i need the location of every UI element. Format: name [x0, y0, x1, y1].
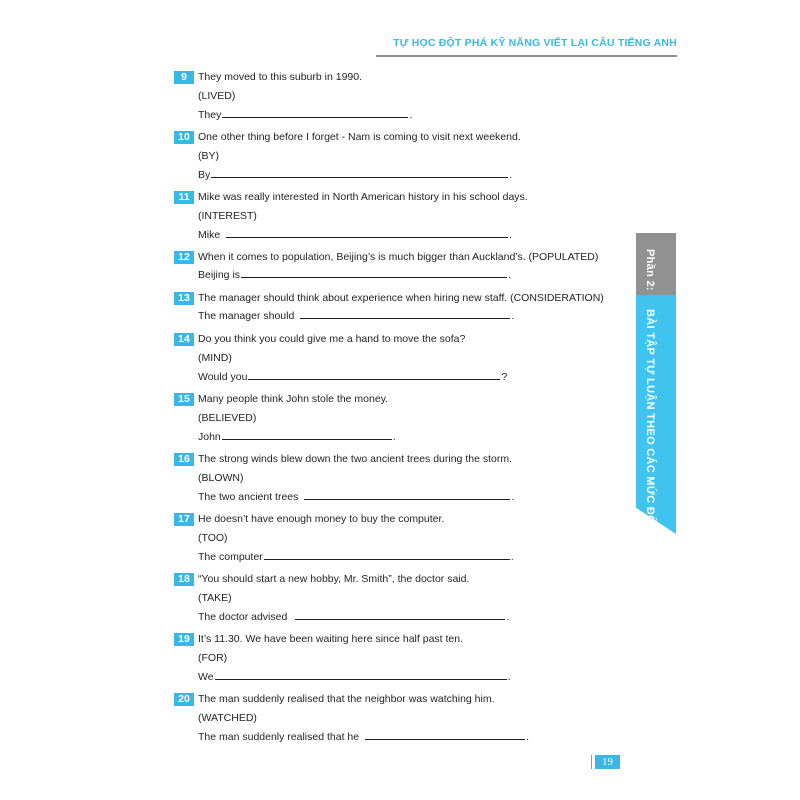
question-number: 12: [174, 251, 194, 264]
question-number: 17: [174, 513, 194, 526]
answer-start: Would you: [198, 371, 248, 383]
side-tab-grey-block: [636, 233, 676, 295]
question-keyword: (BELIEVED): [198, 412, 257, 424]
question-20: [174, 690, 594, 747]
question-text: Mike was really interested in North American history in his school days.: [198, 191, 528, 203]
page-number: 19: [595, 755, 620, 769]
answer-blank[interactable]: [226, 226, 508, 238]
question-number: 18: [174, 573, 194, 586]
question-text: One other thing before I forget - Nam is coming to visit next weekend.: [198, 131, 521, 143]
answer-start: The computer: [198, 551, 263, 563]
question-number: 9: [174, 71, 194, 84]
question-19: [174, 630, 594, 687]
answer-start: John: [198, 431, 221, 443]
answer-blank[interactable]: [215, 668, 507, 680]
side-tab-section: BÀI TẬP TỰ LUẬN THEO CÁC MỨC ĐỘ: [644, 309, 656, 524]
answer-end: .: [507, 671, 511, 683]
question-text: It’s 11.30. We have been waiting here since half past ten.: [198, 633, 464, 645]
answer-start: Beijing is: [198, 269, 241, 281]
question-number: 20: [174, 693, 194, 706]
side-tab-blue-block: [636, 295, 676, 534]
answer-end: .: [510, 551, 514, 563]
question-number: 16: [174, 453, 194, 466]
answer-blank[interactable]: [222, 106, 408, 118]
answer-blank[interactable]: [295, 608, 505, 620]
answer-start: We: [198, 671, 214, 683]
question-15: [174, 390, 594, 447]
answer-line: [198, 166, 594, 185]
question-text: They moved to this suburb in 1990.: [198, 71, 363, 83]
answer-start: The two ancient trees: [198, 491, 299, 503]
answer-blank[interactable]: [211, 166, 508, 178]
answer-line: [198, 368, 594, 387]
question-keyword: (TAKE): [198, 592, 232, 604]
answer-line: [198, 488, 594, 507]
answer-blank[interactable]: [365, 728, 525, 740]
question-number: 13: [174, 292, 194, 305]
answer-end: .: [508, 269, 511, 281]
answer-end: .: [509, 229, 513, 241]
answer-line: [198, 668, 594, 687]
answer-end: .: [526, 731, 530, 743]
page-number-rule: [591, 755, 592, 769]
question-text: He doesn’t have enough money to buy the computer.: [198, 513, 445, 525]
answer-blank[interactable]: [300, 307, 510, 319]
question-number: 14: [174, 333, 194, 346]
question-keyword: (LIVED): [198, 90, 236, 102]
answer-line: [198, 307, 594, 326]
question-keyword: (BLOWN): [198, 472, 244, 484]
answer-blank[interactable]: [304, 488, 510, 500]
answer-end: .: [511, 491, 515, 503]
question-keyword: (MIND): [198, 352, 232, 364]
question-12: [174, 248, 599, 285]
answer-end: .: [506, 611, 510, 623]
answer-line: [198, 608, 594, 627]
header-title: TỰ HỌC ĐỘT PHÁ KỸ NĂNG VIẾT LẠI CÂU TIẾNG ANH: [393, 37, 677, 49]
question-keyword: (WATCHED): [198, 712, 257, 724]
question-text: The man suddenly realised that the neighbor was watching him.: [198, 693, 495, 705]
answer-start: By: [198, 169, 211, 181]
answer-start: The man suddenly realised that he: [198, 731, 360, 743]
answer-blank[interactable]: [222, 428, 392, 440]
side-tab-label: [644, 249, 656, 524]
question-keyword: (FOR): [198, 652, 228, 664]
question-text: Do you think you could give me a hand to move the sofa?: [198, 333, 466, 345]
question-keyword: (INTEREST): [198, 210, 257, 222]
answer-line: [198, 266, 594, 285]
question-13: [174, 289, 604, 326]
side-tab-part: Phần 2:: [644, 249, 656, 291]
answer-start: They: [198, 109, 222, 121]
question-keyword: (BY): [198, 150, 219, 162]
question-number: 15: [174, 393, 194, 406]
section-side-tab: [636, 233, 676, 534]
answer-end: .: [409, 109, 413, 121]
header-rule: [376, 55, 677, 57]
answer-line: [198, 428, 594, 447]
answer-end: .: [392, 431, 396, 443]
question-text: “You should start a new hobby, Mr. Smith”, the doctor said.: [198, 573, 470, 585]
question-text: The manager should think about experience when hiring new staff. (CONSIDERATION): [198, 292, 604, 304]
answer-start: The doctor advised: [198, 611, 288, 623]
answer-blank[interactable]: [248, 368, 500, 380]
question-number: 11: [174, 191, 194, 204]
question-18: [174, 570, 594, 627]
answer-line: [198, 106, 594, 125]
answer-blank[interactable]: [264, 548, 510, 560]
answer-line: [198, 548, 594, 567]
answer-line: [198, 226, 594, 245]
question-keyword: (TOO): [198, 532, 228, 544]
question-number: 10: [174, 131, 194, 144]
question-9: [174, 68, 594, 125]
question-14: [174, 330, 594, 387]
answer-end: .: [511, 310, 515, 322]
answer-line: [198, 728, 594, 747]
answer-end: .: [509, 169, 513, 181]
question-11: [174, 188, 594, 245]
answer-end: ?: [501, 371, 508, 383]
question-text: The strong winds blew down the two ancient trees during the storm.: [198, 453, 512, 465]
question-17: [174, 510, 594, 567]
answer-start: Mike: [198, 229, 221, 241]
question-16: [174, 450, 594, 507]
answer-blank[interactable]: [241, 266, 507, 278]
question-10: [174, 128, 594, 185]
question-number: 19: [174, 633, 194, 646]
question-text: When it comes to population, Beijing’s is much bigger than Auckland’s. (POPULATED): [198, 251, 599, 263]
answer-start: The manager should: [198, 310, 295, 322]
question-text: Many people think John stole the money.: [198, 393, 389, 405]
